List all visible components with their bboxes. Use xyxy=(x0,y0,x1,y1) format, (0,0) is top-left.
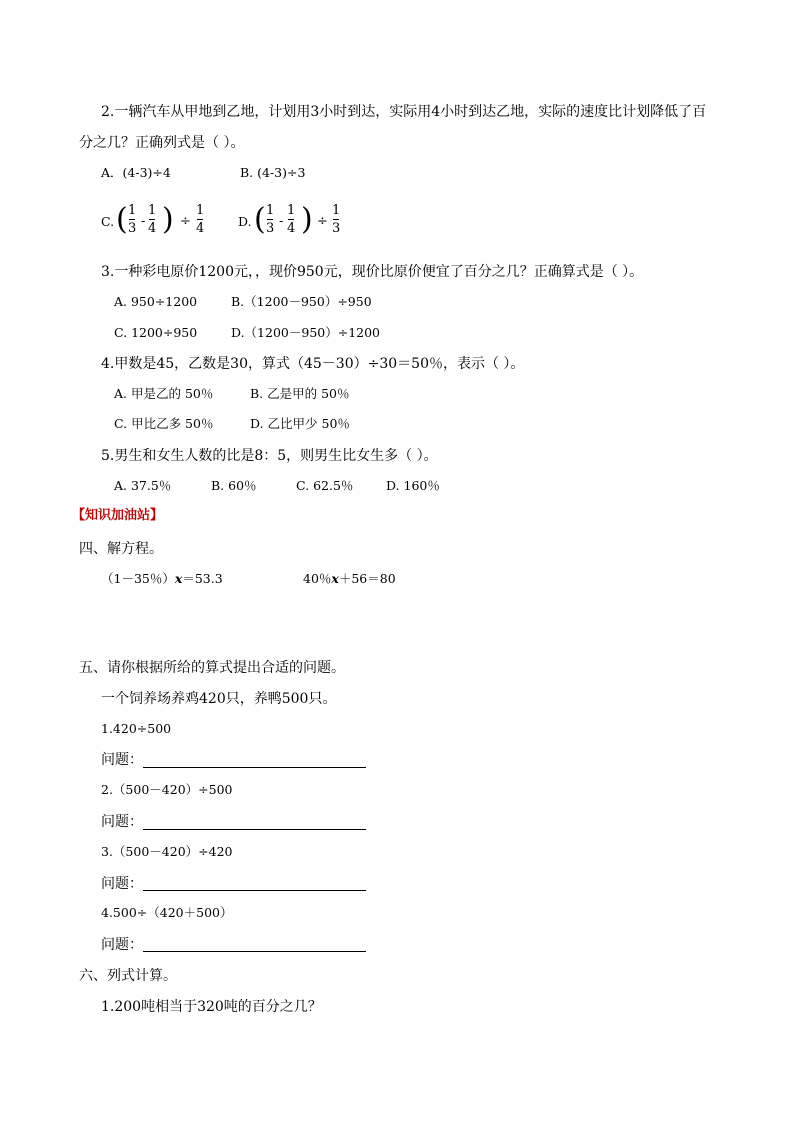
numerator: 1 xyxy=(266,203,275,218)
question-label-3: 问题： xyxy=(101,876,143,892)
fraction xyxy=(196,202,204,237)
question-4-stem: 4.甲数是45，乙数是30，算式（45－30）÷30＝50％，表示（ ）。 xyxy=(101,356,525,372)
equation-1-variable: x xyxy=(174,571,183,586)
question-label-4: 问题： xyxy=(101,937,143,953)
denominator: 3 xyxy=(332,221,341,236)
fraction xyxy=(148,202,156,237)
right-paren: ) xyxy=(162,202,174,237)
question-4-option-a: A. 甲是乙的 50％ xyxy=(114,386,214,401)
left-paren: ( xyxy=(254,202,266,237)
prompt-expression-3: 3.（500－420）÷420 xyxy=(101,844,233,859)
right-paren: ) xyxy=(301,202,313,237)
section-5-title: 五、请你根据所给的算式提出合适的问题。 xyxy=(79,660,345,676)
question-4-option-d: D. 乙比甲少 50％ xyxy=(250,416,350,431)
denominator: 4 xyxy=(196,221,205,236)
question-2-option-b: B. (4-3)÷3 xyxy=(240,165,306,180)
question-5-option-d: D. 160％ xyxy=(386,478,440,493)
question-2-line-2: 分之几？正确列式是（ ）。 xyxy=(79,135,245,151)
minus-sign: - xyxy=(279,214,284,229)
equation-2 xyxy=(303,573,396,586)
fraction xyxy=(266,202,274,237)
question-4-option-c: C. 甲比乙多 50％ xyxy=(114,416,214,431)
numerator: 1 xyxy=(287,203,296,218)
section-6-item-1: 1.200吨相当于320吨的百分之几？ xyxy=(101,999,322,1015)
divide-sign: ÷ xyxy=(180,214,191,229)
numerator: 1 xyxy=(148,203,157,218)
numerator: 1 xyxy=(196,203,205,218)
denominator: 4 xyxy=(148,221,157,236)
equation-2-suffix: ＋56＝80 xyxy=(338,571,396,586)
question-4-option-b: B. 乙是甲的 50％ xyxy=(250,386,350,401)
question-3-option-c: C. 1200÷950 xyxy=(114,325,198,340)
answer-line-3[interactable] xyxy=(143,890,366,891)
numerator: 1 xyxy=(332,203,341,218)
answer-line-4[interactable] xyxy=(143,951,366,952)
question-5-option-c: C. 62.5％ xyxy=(296,478,354,493)
knowledge-station-tag: 【知识加油站】 xyxy=(72,508,164,523)
prompt-expression-2: 2.（500－420）÷500 xyxy=(101,782,233,797)
answer-line-1[interactable] xyxy=(143,767,366,768)
section-6-title: 六、列式计算。 xyxy=(79,968,177,984)
divide-sign: ÷ xyxy=(317,214,328,229)
option-c-label: C. xyxy=(101,214,115,229)
question-3-option-a: A. 950÷1200 xyxy=(114,294,198,309)
fraction xyxy=(128,202,136,237)
fraction xyxy=(287,202,295,237)
numerator: 1 xyxy=(128,203,137,218)
question-5-option-b: B. 60％ xyxy=(211,478,257,493)
section-4-title: 四、解方程。 xyxy=(79,541,163,557)
equation-1-suffix: ＝53.3 xyxy=(182,571,223,586)
equation-2-variable: x xyxy=(331,571,339,586)
question-2-option-a: A．(4-3)÷4 xyxy=(101,165,171,180)
question-5-stem: 5.男生和女生人数的比是8：5，则男生比女生多（ ）。 xyxy=(101,448,438,464)
equation-2-prefix: 40％ xyxy=(303,571,332,586)
denominator: 3 xyxy=(266,221,275,236)
section-5-intro: 一个饲养场养鸡420只，养鸭500只。 xyxy=(101,691,337,707)
minus-sign: - xyxy=(141,214,146,229)
question-3-option-d: D.（1200－950）÷1200 xyxy=(231,325,381,340)
equation-1-prefix: （1－35％） xyxy=(101,571,175,586)
denominator: 3 xyxy=(128,221,137,236)
equation-1 xyxy=(101,573,223,586)
answer-line-2[interactable] xyxy=(143,829,366,830)
denominator: 4 xyxy=(287,221,296,236)
question-5-option-a: A. 37.5％ xyxy=(114,478,172,493)
prompt-expression-4: 4.500÷（420＋500） xyxy=(101,905,233,920)
left-paren: ( xyxy=(116,202,128,237)
fraction xyxy=(332,202,340,237)
question-label-2: 问题： xyxy=(101,814,143,830)
question-2-line-1: 2.一辆汽车从甲地到乙地，计划用3小时到达，实际用4小时到达乙地，实际的速度比计划降低了百 xyxy=(101,104,707,120)
prompt-expression-1: 1.420÷500 xyxy=(101,721,172,736)
question-3-option-b: B.（1200－950）÷950 xyxy=(231,294,372,309)
question-label-1: 问题： xyxy=(101,752,143,768)
option-d-label: D. xyxy=(238,214,252,229)
question-3-stem: 3.一种彩电原价1200元，，现价950元，现价比原价便宜了百分之几？正确算式是（ ）。 xyxy=(101,264,644,280)
